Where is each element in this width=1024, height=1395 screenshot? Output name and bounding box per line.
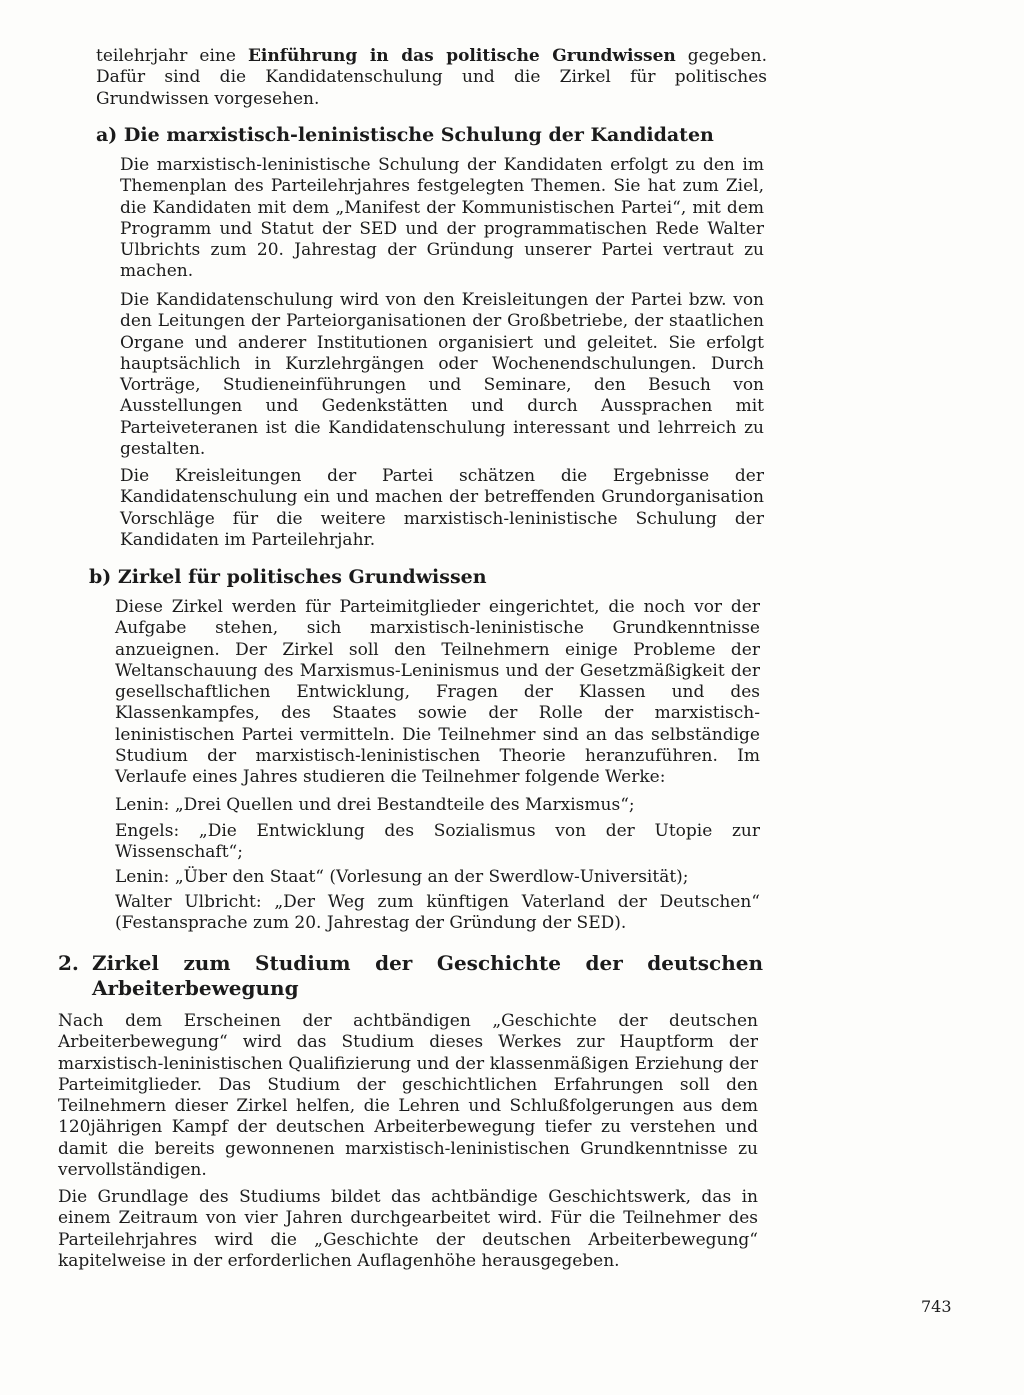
work-item: Walter Ulbricht: „Der Weg zum künftigen Vaterland der Deutschen“ (Festansprache zum 20. Jahrestag der Gründung der SED). xyxy=(115,892,760,934)
section-b-paragraph: Diese Zirkel werden für Parteimitglieder eingerichtet, die noch vor der Aufgabe stehen, sich marxistisch-leninistische Grundkenntnisse anzueignen. Der Zirkel soll den Teilnehmern einige Probleme der Weltanschauung des Marxismus-Leninismus und der Gesetzmäßigkeit der gesellschaftlichen Entwicklung, Fragen der Klassen und des Klassenkampfes, des Staates sowie der Rolle der marxistisch-leninistischen Partei vermitteln. Die Teilnehmer sind an das selbständige Studium der marxistisch-leninistischen Theorie heranzuführen. Im Verlaufe eines Jahres studieren die Teilnehmer folgende Werke: xyxy=(115,597,760,788)
work-item: Lenin: „Über den Staat“ (Vorlesung an der Swerdlow-Universität); xyxy=(115,867,689,887)
section-2-paragraph-2: Die Grundlage des Studiums bildet das achtbändige Geschichtswerk, das in einem Zeitraum von vier Jahren durchgearbeitet wird. Für die Teilnehmer des Parteilehrjahres wird die „Geschichte der deutschen Arbeiterbewegung“ kapitelweise in der erforderlichen Auflagenhöhe herausgegeben. xyxy=(58,1187,758,1271)
intro-text-start: teilehrjahr eine xyxy=(96,46,248,66)
intro-bold-phrase: Einführung in das politische Grundwissen xyxy=(247,46,676,66)
section-a-paragraph-1: Die marxistisch-leninistische Schulung der Kandidaten erfolgt zu den im Themenplan des Parteilehrjahres festgelegten Themen. Sie hat zum Ziel, die Kandidaten mit dem „Manifest der Kommunistischen Partei“, mit dem Programm und Statut der SED und der programmatischen Rede Walter Ulbrichts zum 20. Jahrestag der Gründung unserer Partei vertraut zu machen. xyxy=(120,155,764,282)
page-number: 743 xyxy=(921,1297,952,1316)
section-a-paragraph-2: Die Kandidatenschulung wird von den Kreisleitungen der Partei bzw. von den Leitungen der Parteiorganisationen der Großbetriebe, der staatlichen Organe und anderer Institutionen organisiert und geleitet. Sie erfolgt hauptsächlich in Kurzlehrgängen oder Wochenendschulungen. Durch Vorträge, Studieneinführungen und Seminare, den Besuch von Ausstellungen und Gedenkstätten und durch Aussprachen mit Parteiveteranen ist die Kandidatenschulung interessant und lehrreich zu gestalten. xyxy=(120,290,764,460)
section-a-paragraph-3: Die Kreisleitungen der Partei schätzen die Ergebnisse der Kandidatenschulung ein und machen der betreffenden Grundorganisation Vorschläge für die weitere marxistisch-leninistische Schulung der Kandidaten im Parteilehrjahr. xyxy=(120,466,764,550)
intro-text-end: gegeben. Dafür sind die Kandidatenschulung und die Zirkel für politisches Grundwissen vorgesehen. xyxy=(96,46,767,109)
section-b-heading: b) Zirkel für politisches Grundwissen xyxy=(89,566,487,588)
section-2-number: 2. xyxy=(58,951,79,975)
section-2-paragraph-1: Nach dem Erscheinen der achtbändigen „Geschichte der deutschen Arbeiterbewegung“ wird das Studium dieses Werkes zur Hauptform der marxistisch-leninistischen Qualifizierung und der klassenmäßigen Erziehung der Parteimitglieder. Das Studium der geschichtlichen Erfahrungen soll den Teilnehmern dieser Zirkel helfen, die Lehren und Schlußfolgerungen aus dem 120jährigen Kampf der deutschen Arbeiterbewegung tiefer zu verstehen und damit die bereits gewonnenen marxistisch-leninistischen Grundkenntnisse zu vervollständigen. xyxy=(58,1011,758,1181)
intro-paragraph xyxy=(96,46,767,110)
section-a-heading: a) Die marxistisch-leninistische Schulung der Kandidaten xyxy=(96,124,714,146)
section-2-title: Zirkel zum Studium der Geschichte der deutschen Arbeiterbewegung xyxy=(92,951,763,1000)
work-item: Lenin: „Drei Quellen und drei Bestandteile des Marxismus“; xyxy=(115,795,635,815)
work-item: Engels: „Die Entwicklung des Sozialismus von der Utopie zur Wissenschaft“; xyxy=(115,821,760,863)
